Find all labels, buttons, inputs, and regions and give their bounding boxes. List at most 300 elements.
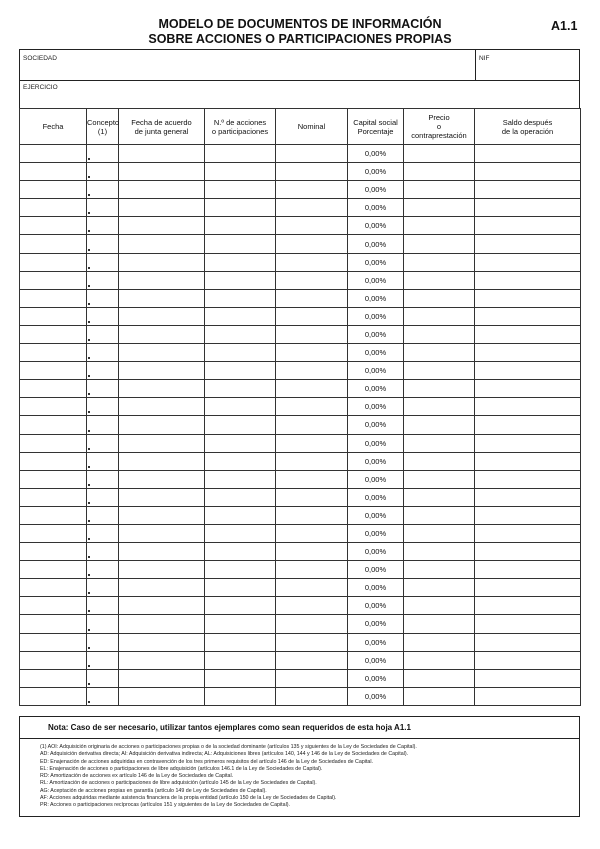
- cell-nominal[interactable]: [276, 579, 348, 597]
- cell-saldo[interactable]: [475, 181, 581, 199]
- cell-fecha[interactable]: [20, 687, 87, 705]
- cell-saldo[interactable]: [475, 253, 581, 271]
- cell-concepto[interactable]: [87, 669, 119, 687]
- cell-nominal[interactable]: [276, 633, 348, 651]
- cell-fecha[interactable]: [20, 398, 87, 416]
- cell-concepto[interactable]: [87, 452, 119, 470]
- cell-num-acciones[interactable]: [205, 470, 276, 488]
- cell-saldo[interactable]: [475, 452, 581, 470]
- cell-concepto[interactable]: [87, 615, 119, 633]
- cell-nominal[interactable]: [276, 217, 348, 235]
- cell-num-acciones[interactable]: [205, 633, 276, 651]
- cell-nominal[interactable]: [276, 145, 348, 163]
- cell-capital[interactable]: 0,00%: [348, 633, 404, 651]
- cell-fecha-acuerdo[interactable]: [119, 199, 205, 217]
- cell-concepto[interactable]: [87, 524, 119, 542]
- cell-saldo[interactable]: [475, 669, 581, 687]
- cell-num-acciones[interactable]: [205, 289, 276, 307]
- cell-precio[interactable]: [404, 669, 475, 687]
- cell-fecha[interactable]: [20, 145, 87, 163]
- cell-saldo[interactable]: [475, 524, 581, 542]
- concepto-marker: [88, 339, 90, 341]
- cell-num-acciones[interactable]: [205, 344, 276, 362]
- cell-fecha[interactable]: [20, 253, 87, 271]
- cell-precio[interactable]: [404, 163, 475, 181]
- cell-nominal[interactable]: [276, 235, 348, 253]
- cell-capital[interactable]: 0,00%: [348, 579, 404, 597]
- table-row: [20, 181, 581, 199]
- cell-fecha[interactable]: [20, 488, 87, 506]
- cell-concepto[interactable]: [87, 325, 119, 343]
- cell-nominal[interactable]: [276, 687, 348, 705]
- cell-fecha[interactable]: [20, 344, 87, 362]
- cell-capital[interactable]: 0,00%: [348, 253, 404, 271]
- cell-precio[interactable]: [404, 470, 475, 488]
- cell-fecha[interactable]: [20, 199, 87, 217]
- cell-fecha[interactable]: [20, 669, 87, 687]
- concepto-marker: [88, 321, 90, 323]
- cell-nominal[interactable]: [276, 362, 348, 380]
- cell-capital[interactable]: 0,00%: [348, 289, 404, 307]
- cell-capital[interactable]: 0,00%: [348, 434, 404, 452]
- table-row: [20, 434, 581, 452]
- cell-fecha-acuerdo[interactable]: [119, 380, 205, 398]
- cell-concepto[interactable]: [87, 398, 119, 416]
- cell-concepto[interactable]: [87, 561, 119, 579]
- cell-nominal[interactable]: [276, 434, 348, 452]
- cell-concepto[interactable]: [87, 253, 119, 271]
- table-row: [20, 362, 581, 380]
- cell-precio[interactable]: [404, 615, 475, 633]
- cell-concepto[interactable]: [87, 217, 119, 235]
- table-row: [20, 307, 581, 325]
- cell-nominal[interactable]: [276, 651, 348, 669]
- cell-capital[interactable]: 0,00%: [348, 651, 404, 669]
- cell-saldo[interactable]: [475, 470, 581, 488]
- cell-concepto[interactable]: [87, 543, 119, 561]
- cell-num-acciones[interactable]: [205, 307, 276, 325]
- cell-fecha[interactable]: [20, 651, 87, 669]
- cell-precio[interactable]: [404, 416, 475, 434]
- cell-num-acciones[interactable]: [205, 669, 276, 687]
- cell-saldo[interactable]: [475, 597, 581, 615]
- cell-precio[interactable]: [404, 434, 475, 452]
- concepto-marker: [88, 683, 90, 685]
- cell-precio[interactable]: [404, 271, 475, 289]
- cell-num-acciones[interactable]: [205, 163, 276, 181]
- cell-nominal[interactable]: [276, 271, 348, 289]
- table-row: [20, 163, 581, 181]
- cell-precio[interactable]: [404, 325, 475, 343]
- concepto-marker: [88, 158, 90, 160]
- cell-nominal[interactable]: [276, 380, 348, 398]
- cell-concepto[interactable]: [87, 145, 119, 163]
- cell-precio[interactable]: [404, 524, 475, 542]
- cell-fecha-acuerdo[interactable]: [119, 344, 205, 362]
- cell-fecha[interactable]: [20, 579, 87, 597]
- cell-capital[interactable]: 0,00%: [348, 380, 404, 398]
- cell-capital[interactable]: 0,00%: [348, 235, 404, 253]
- cell-saldo[interactable]: [475, 434, 581, 452]
- cell-fecha-acuerdo[interactable]: [119, 398, 205, 416]
- concepto-marker: [88, 393, 90, 395]
- cell-nominal[interactable]: [276, 163, 348, 181]
- cell-num-acciones[interactable]: [205, 579, 276, 597]
- cell-concepto[interactable]: [87, 362, 119, 380]
- concepto-marker: [88, 647, 90, 649]
- table-row: [20, 145, 581, 163]
- cell-fecha-acuerdo[interactable]: [119, 470, 205, 488]
- cell-saldo[interactable]: [475, 145, 581, 163]
- col-num-acciones: N.º de acciones o participaciones: [205, 109, 276, 145]
- legend-line: (1) AOI: Adquisición originaria de acciones o participaciones propias o de la sociedad dominante (artículos 135 y siguientes de la Ley de Sociedades de Capital).: [40, 744, 417, 750]
- table-row: [20, 506, 581, 524]
- cell-concepto[interactable]: [87, 181, 119, 199]
- cell-fecha[interactable]: [20, 434, 87, 452]
- cell-concepto[interactable]: [87, 163, 119, 181]
- col-fecha-acuerdo: Fecha de acuerdo de junta general: [119, 109, 205, 145]
- cell-fecha-acuerdo[interactable]: [119, 416, 205, 434]
- cell-capital[interactable]: 0,00%: [348, 416, 404, 434]
- concepto-marker: [88, 411, 90, 413]
- col-capital-social: Capital social Porcentaje: [348, 109, 404, 145]
- cell-precio[interactable]: [404, 561, 475, 579]
- cell-concepto[interactable]: [87, 470, 119, 488]
- cell-fecha[interactable]: [20, 380, 87, 398]
- cell-num-acciones[interactable]: [205, 651, 276, 669]
- cell-fecha-acuerdo[interactable]: [119, 579, 205, 597]
- cell-precio[interactable]: [404, 380, 475, 398]
- cell-concepto[interactable]: [87, 416, 119, 434]
- cell-concepto[interactable]: [87, 289, 119, 307]
- cell-num-acciones[interactable]: [205, 524, 276, 542]
- cell-num-acciones[interactable]: [205, 217, 276, 235]
- concepto-marker: [88, 574, 90, 576]
- cell-nominal[interactable]: [276, 325, 348, 343]
- cell-nominal[interactable]: [276, 344, 348, 362]
- nif-field[interactable]: [475, 49, 580, 81]
- concepto-marker: [88, 556, 90, 558]
- cell-num-acciones[interactable]: [205, 325, 276, 343]
- cell-precio[interactable]: [404, 633, 475, 651]
- cell-num-acciones[interactable]: [205, 253, 276, 271]
- cell-fecha[interactable]: [20, 235, 87, 253]
- cell-capital[interactable]: 0,00%: [348, 524, 404, 542]
- cell-capital[interactable]: 0,00%: [348, 687, 404, 705]
- form-title-line1: MODELO DE DOCUMENTOS DE INFORMACIÓN: [158, 17, 442, 31]
- cell-capital[interactable]: 0,00%: [348, 543, 404, 561]
- cell-nominal[interactable]: [276, 416, 348, 434]
- cell-num-acciones[interactable]: [205, 561, 276, 579]
- concepto-marker: [88, 484, 90, 486]
- table-row: [20, 524, 581, 542]
- cell-precio[interactable]: [404, 289, 475, 307]
- table-row: [20, 271, 581, 289]
- cell-saldo[interactable]: [475, 325, 581, 343]
- cell-capital[interactable]: 0,00%: [348, 506, 404, 524]
- cell-num-acciones[interactable]: [205, 488, 276, 506]
- cell-precio[interactable]: [404, 199, 475, 217]
- cell-concepto[interactable]: [87, 344, 119, 362]
- ejercicio-label: EJERCICIO: [23, 84, 58, 91]
- cell-capital[interactable]: 0,00%: [348, 561, 404, 579]
- cell-capital[interactable]: 0,00%: [348, 452, 404, 470]
- cell-concepto[interactable]: [87, 434, 119, 452]
- cell-fecha-acuerdo[interactable]: [119, 235, 205, 253]
- col-precio: Precio o contraprestación: [404, 109, 475, 145]
- concepto-marker: [88, 194, 90, 196]
- cell-fecha-acuerdo[interactable]: [119, 561, 205, 579]
- cell-fecha[interactable]: [20, 452, 87, 470]
- cell-num-acciones[interactable]: [205, 145, 276, 163]
- cell-nominal[interactable]: [276, 669, 348, 687]
- cell-nominal[interactable]: [276, 597, 348, 615]
- cell-capital[interactable]: 0,00%: [348, 163, 404, 181]
- cell-precio[interactable]: [404, 651, 475, 669]
- cell-fecha-acuerdo[interactable]: [119, 669, 205, 687]
- cell-fecha-acuerdo[interactable]: [119, 289, 205, 307]
- concepto-marker: [88, 538, 90, 540]
- cell-nominal[interactable]: [276, 398, 348, 416]
- table-row: [20, 543, 581, 561]
- legend-line: RD: Amortización de acciones ex artículo 146 de la Ley de Sociedades de Capital.: [40, 773, 234, 780]
- cell-fecha-acuerdo[interactable]: [119, 253, 205, 271]
- form-code: A1.1: [551, 19, 578, 33]
- concepto-marker: [88, 502, 90, 504]
- cell-fecha-acuerdo[interactable]: [119, 597, 205, 615]
- cell-precio[interactable]: [404, 506, 475, 524]
- cell-concepto[interactable]: [87, 235, 119, 253]
- cell-fecha-acuerdo[interactable]: [119, 181, 205, 199]
- cell-concepto[interactable]: [87, 199, 119, 217]
- cell-saldo[interactable]: [475, 362, 581, 380]
- cell-precio[interactable]: [404, 488, 475, 506]
- cell-concepto[interactable]: [87, 687, 119, 705]
- col-nominal: Nominal: [276, 109, 348, 145]
- cell-saldo[interactable]: [475, 579, 581, 597]
- cell-precio[interactable]: [404, 687, 475, 705]
- cell-precio[interactable]: [404, 307, 475, 325]
- cell-nominal[interactable]: [276, 452, 348, 470]
- cell-nominal[interactable]: [276, 561, 348, 579]
- cell-fecha[interactable]: [20, 633, 87, 651]
- cell-capital[interactable]: 0,00%: [348, 398, 404, 416]
- cell-fecha[interactable]: [20, 506, 87, 524]
- table-row: [20, 235, 581, 253]
- cell-fecha[interactable]: [20, 615, 87, 633]
- cell-saldo[interactable]: [475, 344, 581, 362]
- cell-nominal[interactable]: [276, 181, 348, 199]
- concepto-marker: [88, 665, 90, 667]
- cell-saldo[interactable]: [475, 633, 581, 651]
- cell-fecha-acuerdo[interactable]: [119, 506, 205, 524]
- cell-num-acciones[interactable]: [205, 597, 276, 615]
- cell-concepto[interactable]: [87, 579, 119, 597]
- cell-precio[interactable]: [404, 452, 475, 470]
- cell-capital[interactable]: 0,00%: [348, 199, 404, 217]
- cell-nominal[interactable]: [276, 615, 348, 633]
- cell-capital[interactable]: 0,00%: [348, 217, 404, 235]
- cell-fecha-acuerdo[interactable]: [119, 524, 205, 542]
- cell-saldo[interactable]: [475, 651, 581, 669]
- cell-fecha[interactable]: [20, 163, 87, 181]
- nif-label: NIF: [479, 55, 490, 62]
- cell-precio[interactable]: [404, 543, 475, 561]
- cell-fecha-acuerdo[interactable]: [119, 217, 205, 235]
- cell-concepto[interactable]: [87, 651, 119, 669]
- sociedad-field[interactable]: [19, 49, 476, 81]
- cell-saldo[interactable]: [475, 163, 581, 181]
- cell-capital[interactable]: 0,00%: [348, 615, 404, 633]
- cell-nominal[interactable]: [276, 289, 348, 307]
- cell-precio[interactable]: [404, 344, 475, 362]
- cell-saldo[interactable]: [475, 543, 581, 561]
- cell-nominal[interactable]: [276, 524, 348, 542]
- cell-saldo[interactable]: [475, 615, 581, 633]
- table-row: [20, 416, 581, 434]
- cell-concepto[interactable]: [87, 380, 119, 398]
- cell-saldo[interactable]: [475, 289, 581, 307]
- cell-fecha[interactable]: [20, 181, 87, 199]
- cell-nominal[interactable]: [276, 488, 348, 506]
- cell-fecha[interactable]: [20, 561, 87, 579]
- concepto-marker: [88, 701, 90, 703]
- cell-saldo[interactable]: [475, 217, 581, 235]
- cell-saldo[interactable]: [475, 398, 581, 416]
- cell-capital[interactable]: 0,00%: [348, 344, 404, 362]
- cell-saldo[interactable]: [475, 687, 581, 705]
- cell-saldo[interactable]: [475, 199, 581, 217]
- cell-fecha[interactable]: [20, 416, 87, 434]
- cell-saldo[interactable]: [475, 380, 581, 398]
- cell-capital[interactable]: 0,00%: [348, 325, 404, 343]
- cell-precio[interactable]: [404, 145, 475, 163]
- table-row: [20, 199, 581, 217]
- cell-num-acciones[interactable]: [205, 452, 276, 470]
- cell-num-acciones[interactable]: [205, 506, 276, 524]
- cell-nominal[interactable]: [276, 470, 348, 488]
- cell-nominal[interactable]: [276, 543, 348, 561]
- cell-fecha[interactable]: [20, 470, 87, 488]
- cell-concepto[interactable]: [87, 597, 119, 615]
- cell-capital[interactable]: 0,00%: [348, 271, 404, 289]
- cell-saldo[interactable]: [475, 307, 581, 325]
- cell-capital[interactable]: 0,00%: [348, 181, 404, 199]
- concepto-marker: [88, 592, 90, 594]
- cell-saldo[interactable]: [475, 271, 581, 289]
- cell-num-acciones[interactable]: [205, 362, 276, 380]
- cell-fecha-acuerdo[interactable]: [119, 163, 205, 181]
- cell-num-acciones[interactable]: [205, 687, 276, 705]
- cell-capital[interactable]: 0,00%: [348, 362, 404, 380]
- cell-precio[interactable]: [404, 181, 475, 199]
- cell-concepto[interactable]: [87, 633, 119, 651]
- cell-num-acciones[interactable]: [205, 615, 276, 633]
- cell-fecha[interactable]: [20, 271, 87, 289]
- cell-fecha-acuerdo[interactable]: [119, 271, 205, 289]
- cell-concepto[interactable]: [87, 307, 119, 325]
- cell-capital[interactable]: 0,00%: [348, 145, 404, 163]
- cell-nominal[interactable]: [276, 506, 348, 524]
- cell-fecha-acuerdo[interactable]: [119, 615, 205, 633]
- cell-fecha[interactable]: [20, 307, 87, 325]
- cell-num-acciones[interactable]: [205, 398, 276, 416]
- cell-saldo[interactable]: [475, 235, 581, 253]
- concepto-marker: [88, 629, 90, 631]
- cell-concepto[interactable]: [87, 271, 119, 289]
- cell-precio[interactable]: [404, 253, 475, 271]
- cell-fecha-acuerdo[interactable]: [119, 307, 205, 325]
- cell-fecha-acuerdo[interactable]: [119, 434, 205, 452]
- cell-num-acciones[interactable]: [205, 271, 276, 289]
- col-saldo: Saldo después de la operación: [475, 109, 581, 145]
- cell-num-acciones[interactable]: [205, 199, 276, 217]
- cell-nominal[interactable]: [276, 199, 348, 217]
- concepto-marker: [88, 375, 90, 377]
- cell-fecha-acuerdo[interactable]: [119, 145, 205, 163]
- cell-fecha[interactable]: [20, 325, 87, 343]
- col-concepto: Concepto (1): [87, 109, 119, 145]
- cell-saldo[interactable]: [475, 506, 581, 524]
- cell-precio[interactable]: [404, 235, 475, 253]
- cell-fecha-acuerdo[interactable]: [119, 325, 205, 343]
- cell-fecha[interactable]: [20, 543, 87, 561]
- ejercicio-field[interactable]: [19, 80, 580, 109]
- concept-legend: [40, 744, 570, 810]
- cell-fecha-acuerdo[interactable]: [119, 488, 205, 506]
- cell-capital[interactable]: 0,00%: [348, 307, 404, 325]
- table-row: [20, 398, 581, 416]
- col-fecha: Fecha: [20, 109, 87, 145]
- cell-num-acciones[interactable]: [205, 181, 276, 199]
- cell-num-acciones[interactable]: [205, 543, 276, 561]
- cell-fecha-acuerdo[interactable]: [119, 543, 205, 561]
- cell-concepto[interactable]: [87, 506, 119, 524]
- cell-precio[interactable]: [404, 362, 475, 380]
- cell-capital[interactable]: 0,00%: [348, 597, 404, 615]
- cell-capital[interactable]: 0,00%: [348, 669, 404, 687]
- cell-fecha[interactable]: [20, 597, 87, 615]
- cell-capital[interactable]: 0,00%: [348, 488, 404, 506]
- cell-fecha[interactable]: [20, 524, 87, 542]
- cell-nominal[interactable]: [276, 253, 348, 271]
- cell-capital[interactable]: 0,00%: [348, 470, 404, 488]
- cell-num-acciones[interactable]: [205, 380, 276, 398]
- cell-precio[interactable]: [404, 398, 475, 416]
- cell-num-acciones[interactable]: [205, 416, 276, 434]
- cell-num-acciones[interactable]: [205, 235, 276, 253]
- cell-precio[interactable]: [404, 597, 475, 615]
- cell-saldo[interactable]: [475, 488, 581, 506]
- cell-fecha-acuerdo[interactable]: [119, 452, 205, 470]
- cell-fecha[interactable]: [20, 289, 87, 307]
- cell-fecha[interactable]: [20, 362, 87, 380]
- cell-fecha[interactable]: [20, 217, 87, 235]
- cell-fecha-acuerdo[interactable]: [119, 651, 205, 669]
- table-row: [20, 488, 581, 506]
- concepto-marker: [88, 610, 90, 612]
- cell-fecha-acuerdo[interactable]: [119, 362, 205, 380]
- cell-precio[interactable]: [404, 217, 475, 235]
- cell-concepto[interactable]: [87, 488, 119, 506]
- cell-fecha-acuerdo[interactable]: [119, 633, 205, 651]
- cell-saldo[interactable]: [475, 561, 581, 579]
- cell-num-acciones[interactable]: [205, 434, 276, 452]
- cell-saldo[interactable]: [475, 416, 581, 434]
- cell-fecha-acuerdo[interactable]: [119, 687, 205, 705]
- cell-precio[interactable]: [404, 579, 475, 597]
- cell-nominal[interactable]: [276, 307, 348, 325]
